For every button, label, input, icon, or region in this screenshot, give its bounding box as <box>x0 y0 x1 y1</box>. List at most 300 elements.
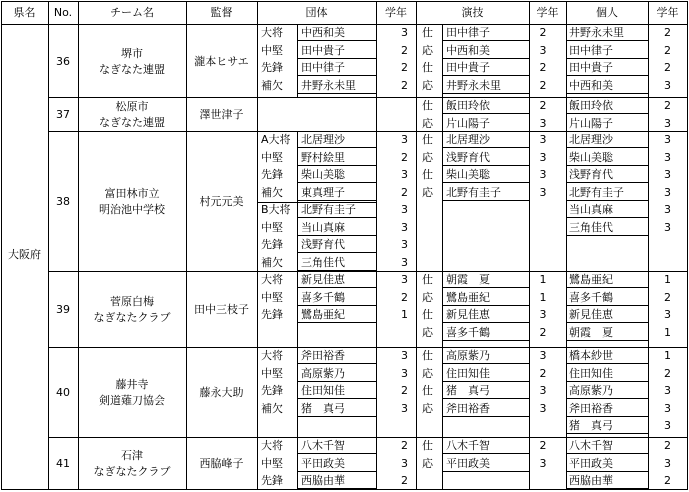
member-underline <box>566 58 648 59</box>
member-underline <box>443 363 529 364</box>
dantai-position: 先鋒 <box>261 168 283 181</box>
kojin-member: 柴山美聡 <box>569 150 613 164</box>
member-underline <box>298 471 376 472</box>
coach-name: 澤世津子 <box>199 108 244 121</box>
engi-grade: 2 <box>539 61 547 74</box>
engi-mark: 応 <box>422 150 433 164</box>
member-underline <box>566 340 648 341</box>
dantai-member: 八木千智 <box>301 439 345 452</box>
coach-name: 西脇峰子 <box>199 457 244 470</box>
dantai-position: 大将 <box>261 349 283 362</box>
dantai-grade: 2 <box>401 439 408 452</box>
dantai-grade: 3 <box>401 366 408 380</box>
dantai-position: 中堅 <box>261 220 283 234</box>
engi-grade: 3 <box>539 308 547 321</box>
member-underline <box>443 200 529 201</box>
member-underline <box>298 147 376 148</box>
engi-grade: 3 <box>539 116 547 130</box>
kojin-grade: 1 <box>664 325 671 339</box>
kojin-member: 喜多千鶴 <box>569 290 613 304</box>
dantai-position: 中堅 <box>261 150 283 164</box>
engi-mark: 応 <box>422 366 433 380</box>
dantai-member: 田中貴子 <box>301 43 345 57</box>
kojin-grade: 1 <box>664 349 671 362</box>
dantai-grade: 3 <box>401 238 408 251</box>
grid-line-vertical <box>529 1 530 489</box>
dantai-member: 野村絵里 <box>301 150 345 164</box>
member-underline <box>566 398 648 399</box>
dantai-member: 西脇由華 <box>301 474 345 487</box>
member-underline <box>443 453 529 454</box>
engi-mark: 仕 <box>422 99 433 112</box>
member-underline <box>443 381 529 382</box>
kojin-grade: 3 <box>664 78 671 92</box>
member-underline <box>298 398 376 399</box>
kojin-grade: 3 <box>664 308 671 321</box>
member-underline <box>443 287 529 288</box>
engi-mark: 仕 <box>422 439 433 452</box>
member-underline <box>298 252 376 253</box>
kojin-member: 朝霞 夏 <box>569 325 613 339</box>
engi-grade: 2 <box>539 78 547 92</box>
member-underline <box>566 416 648 417</box>
member-underline <box>298 322 376 323</box>
engi-grade: 2 <box>539 439 547 452</box>
engi-grade: 3 <box>539 150 547 164</box>
member-underline <box>566 363 648 364</box>
member-underline <box>443 416 529 417</box>
kojin-member: 北居理沙 <box>569 133 613 146</box>
grid-line-vertical <box>442 131 443 271</box>
kojin-member: 八木千智 <box>569 439 613 452</box>
grid-line-horizontal <box>257 202 376 203</box>
grid-line-vertical <box>257 1 258 489</box>
dantai-grade: 1 <box>401 308 408 321</box>
grid-line-vertical <box>297 131 298 271</box>
kojin-grade: 3 <box>664 203 671 216</box>
member-underline <box>566 235 648 236</box>
grid-line-vertical <box>648 1 649 489</box>
engi-member: 浅野育代 <box>446 150 490 164</box>
member-underline <box>566 433 648 434</box>
engi-grade: 3 <box>539 384 547 397</box>
member-underline <box>443 58 529 59</box>
header-cell: 演技 <box>461 6 484 19</box>
dantai-member: 斧田裕香 <box>301 349 345 362</box>
member-underline <box>443 93 529 94</box>
member-underline <box>566 488 648 489</box>
kojin-grade: 2 <box>664 439 671 452</box>
dantai-grade: 2 <box>401 185 408 199</box>
engi-grade: 2 <box>539 325 547 339</box>
dantai-member: 高原紫乃 <box>301 366 345 380</box>
grid-line-horizontal <box>1 24 688 25</box>
member-underline <box>298 58 376 59</box>
dantai-grade: 3 <box>401 168 408 181</box>
engi-grade: 3 <box>539 456 547 470</box>
dantai-member: 北居理沙 <box>301 133 345 146</box>
dantai-grade: 3 <box>401 220 408 234</box>
kojin-member: 当山真麻 <box>569 203 613 216</box>
team-name-line2: なぎなたクラブ <box>93 311 171 324</box>
member-underline <box>298 270 376 271</box>
dantai-position: 補欠 <box>261 78 283 92</box>
member-underline <box>298 453 376 454</box>
grid-line-vertical <box>297 437 298 489</box>
grid-line-vertical <box>1 1 2 490</box>
dantai-position: 中堅 <box>261 290 283 304</box>
dantai-member: 猪 真弓 <box>301 401 345 415</box>
engi-grade: 3 <box>539 185 547 199</box>
engi-mark: 仕 <box>422 26 433 39</box>
member-underline <box>443 113 529 114</box>
grid-line-vertical <box>186 1 187 489</box>
member-underline <box>298 235 376 236</box>
engi-mark: 応 <box>422 325 433 339</box>
kojin-member: 飯田玲依 <box>569 99 613 112</box>
member-underline <box>298 488 376 489</box>
dantai-position: 中堅 <box>261 366 283 380</box>
dantai-position: 先鋒 <box>261 61 283 74</box>
grid-line-vertical <box>442 437 443 489</box>
engi-member: 北居理沙 <box>446 133 490 146</box>
engi-mark: 仕 <box>422 61 433 74</box>
dantai-grade: 2 <box>401 474 408 487</box>
member-underline <box>566 471 648 472</box>
team-name-line1: 堺市 <box>121 46 143 60</box>
grid-line-vertical <box>442 271 443 347</box>
grid-line-horizontal <box>48 97 687 98</box>
kojin-grade: 3 <box>664 116 671 130</box>
header-cell: 学年 <box>385 6 407 19</box>
team-number: 36 <box>56 54 70 68</box>
team-name-line2: なぎなたクラブ <box>93 465 171 478</box>
prefecture-name: 大阪府 <box>8 248 41 261</box>
dantai-grade: 3 <box>401 133 408 146</box>
member-underline <box>298 75 376 76</box>
header-cell: 監督 <box>210 6 233 19</box>
kojin-grade: 3 <box>664 150 671 164</box>
member-underline <box>298 305 376 306</box>
kojin-grade: 2 <box>664 99 671 112</box>
kojin-member: 井野永未里 <box>569 26 624 39</box>
member-underline <box>443 182 529 183</box>
member-underline <box>566 217 648 218</box>
member-underline <box>443 75 529 76</box>
grid-line-vertical <box>297 271 298 347</box>
kojin-grade: 2 <box>664 43 671 57</box>
engi-grade: 3 <box>539 401 547 415</box>
member-underline <box>298 40 376 41</box>
dantai-member: 北野有圭子 <box>301 203 356 216</box>
dantai-position: 補欠 <box>261 401 283 415</box>
dantai-position: 先鋒 <box>261 384 283 397</box>
dantai-position: 先鋒 <box>261 308 283 321</box>
team-number: 41 <box>56 457 70 470</box>
member-underline <box>566 453 648 454</box>
member-underline <box>298 287 376 288</box>
engi-member: 猪 真弓 <box>446 384 490 397</box>
member-underline <box>443 165 529 166</box>
grid-line-vertical <box>416 1 417 489</box>
engi-member: 中西和美 <box>446 43 490 57</box>
member-underline <box>298 363 376 364</box>
dantai-position: 中堅 <box>261 456 283 470</box>
member-underline <box>298 93 376 94</box>
member-underline <box>566 75 648 76</box>
dantai-member: 喜多千鶴 <box>301 290 345 304</box>
member-underline <box>566 182 648 183</box>
header-cell: No. <box>53 6 73 19</box>
kojin-member: 三角佳代 <box>569 220 613 234</box>
dantai-grade: 2 <box>401 290 408 304</box>
team-name-line1: 石津 <box>121 449 143 462</box>
header-cell: 学年 <box>656 6 679 19</box>
engi-grade: 3 <box>539 168 547 181</box>
engi-mark: 応 <box>422 290 433 304</box>
kojin-grade: 3 <box>664 384 671 397</box>
engi-grade: 1 <box>539 273 547 286</box>
member-underline <box>566 165 648 166</box>
team-number: 39 <box>56 303 70 316</box>
dantai-grade: 2 <box>401 384 408 397</box>
kojin-grade: 2 <box>664 366 671 380</box>
kojin-grade: 3 <box>664 133 671 146</box>
kojin-grade: 3 <box>664 185 671 199</box>
engi-member: 片山陽子 <box>446 116 490 130</box>
header-cell: 県名 <box>13 6 36 19</box>
engi-member: 井野永未里 <box>446 78 501 92</box>
member-underline <box>443 147 529 148</box>
kojin-grade: 2 <box>664 290 671 304</box>
engi-grade: 3 <box>539 349 547 362</box>
dantai-position: 中堅 <box>261 43 283 57</box>
grid-line-vertical <box>687 1 688 490</box>
grid-line-vertical <box>48 1 49 489</box>
kojin-member: 住田知佳 <box>569 366 613 380</box>
dantai-member: 井野永未里 <box>301 78 356 92</box>
kojin-member: 田中律子 <box>569 43 613 57</box>
dantai-grade: 3 <box>401 456 408 470</box>
team-number: 40 <box>56 386 70 399</box>
dantai-grade: 2 <box>401 150 408 164</box>
dantai-grade: 2 <box>401 78 408 92</box>
team-number: 37 <box>56 108 70 121</box>
dantai-grade: 2 <box>401 61 408 74</box>
engi-member: 斧田裕香 <box>446 401 490 415</box>
member-underline <box>566 147 648 148</box>
team-name-line2: 明治池中学校 <box>99 203 165 216</box>
engi-grade: 2 <box>539 366 547 380</box>
engi-member: 柴山美聡 <box>446 168 490 181</box>
grid-line-horizontal <box>48 271 687 272</box>
dantai-member: 浅野育代 <box>301 238 345 251</box>
engi-mark: 応 <box>422 401 433 415</box>
member-underline <box>298 200 376 201</box>
coach-name: 瀧本ヒサエ <box>194 54 249 68</box>
member-underline <box>566 287 648 288</box>
engi-member: 朝霞 夏 <box>446 273 490 286</box>
team-name-line2: なぎなた連盟 <box>99 62 165 76</box>
member-underline <box>443 471 529 472</box>
dantai-member: 中西和美 <box>301 26 345 39</box>
kojin-member: 平田政美 <box>569 456 613 470</box>
member-underline <box>566 322 648 323</box>
kojin-grade: 3 <box>664 456 671 470</box>
member-underline <box>298 217 376 218</box>
engi-member: 高原紫乃 <box>446 349 490 362</box>
header-cell: チーム名 <box>110 6 154 19</box>
engi-mark: 応 <box>422 43 433 57</box>
dantai-grade: 3 <box>401 349 408 362</box>
dantai-grade: 3 <box>401 401 408 415</box>
dantai-position: 補欠 <box>261 185 283 199</box>
engi-member: 新見佳恵 <box>446 308 490 321</box>
dantai-member: 田中律子 <box>301 61 345 74</box>
kojin-member: 斧田裕香 <box>569 401 613 415</box>
team-name-line2: 剣道薙刀協会 <box>99 394 165 407</box>
engi-mark: 仕 <box>422 273 433 286</box>
engi-grade: 3 <box>539 133 547 146</box>
team-number: 38 <box>56 195 70 208</box>
engi-member: 住田知佳 <box>446 366 490 380</box>
kojin-member: 北野有圭子 <box>569 185 624 199</box>
engi-mark: 仕 <box>422 308 433 321</box>
kojin-member: 鷺島亜紀 <box>569 273 613 286</box>
member-underline <box>298 381 376 382</box>
grid-line-vertical <box>442 97 443 131</box>
coach-name: 田中三枝子 <box>194 303 249 316</box>
member-underline <box>566 93 648 94</box>
dantai-grade: 2 <box>401 43 408 57</box>
dantai-position: 先鋒 <box>261 474 283 487</box>
engi-grade: 1 <box>539 290 547 304</box>
team-name-line1: 松原市 <box>115 100 149 113</box>
kojin-grade: 3 <box>664 168 671 181</box>
kojin-grade: 3 <box>664 220 671 234</box>
team-name-line1: 藤井寺 <box>115 378 149 391</box>
team-name-line2: なぎなた連盟 <box>99 116 165 129</box>
team-name-line1: 富田林市立 <box>104 187 160 200</box>
coach-name: 藤永大助 <box>199 386 244 399</box>
kojin-grade: 2 <box>664 61 671 74</box>
kojin-member: 片山陽子 <box>569 116 613 130</box>
member-underline <box>566 113 648 114</box>
dantai-grade: 3 <box>401 203 408 216</box>
coach-name: 村元元美 <box>199 195 244 208</box>
member-underline <box>443 340 529 341</box>
member-underline <box>566 131 648 132</box>
grid-line-vertical <box>442 347 443 437</box>
member-underline <box>443 305 529 306</box>
header-cell: 団体 <box>305 6 328 19</box>
dantai-position: 先鋒 <box>261 238 283 251</box>
dantai-member: 住田知佳 <box>301 384 345 397</box>
engi-grade: 2 <box>539 99 547 112</box>
kojin-grade: 2 <box>664 474 671 487</box>
dantai-grade: 3 <box>401 26 408 39</box>
engi-mark: 応 <box>422 78 433 92</box>
engi-mark: 仕 <box>422 349 433 362</box>
engi-grade: 3 <box>539 43 547 57</box>
grid-line-horizontal <box>1 1 688 2</box>
dantai-grade: 3 <box>401 255 408 269</box>
member-underline <box>443 131 529 132</box>
kojin-grade: 2 <box>664 26 671 39</box>
member-underline <box>566 200 648 201</box>
dantai-position: 大将 <box>261 439 283 452</box>
kojin-grade: 1 <box>664 273 671 286</box>
team-name-line1: 菅原白梅 <box>110 295 154 308</box>
dantai-position: A大将 <box>261 133 291 146</box>
engi-member: 八木千智 <box>446 439 490 452</box>
dantai-member: 三角佳代 <box>301 255 345 269</box>
member-underline <box>443 398 529 399</box>
dantai-position: B大将 <box>261 203 291 216</box>
engi-mark: 応 <box>422 456 433 470</box>
dantai-member: 鷺島亜紀 <box>301 308 345 321</box>
grid-line-horizontal <box>48 347 687 348</box>
kojin-member: 浅野育代 <box>569 168 613 181</box>
grid-line-vertical <box>297 24 298 97</box>
grid-line-vertical <box>297 347 298 437</box>
member-underline <box>566 305 648 306</box>
engi-grade: 2 <box>539 26 547 39</box>
dantai-position: 補欠 <box>261 255 283 269</box>
grid-line-vertical <box>442 24 443 97</box>
kojin-grade: 3 <box>664 419 671 432</box>
engi-member: 平田政美 <box>446 456 490 470</box>
member-underline <box>566 40 648 41</box>
kojin-member: 田中貴子 <box>569 61 613 74</box>
member-underline <box>298 416 376 417</box>
kojin-member: 猪 真弓 <box>569 419 613 432</box>
engi-mark: 仕 <box>422 168 433 181</box>
header-cell: 個人 <box>596 6 618 19</box>
dantai-position: 大将 <box>261 26 283 39</box>
member-underline <box>566 381 648 382</box>
engi-mark: 仕 <box>422 133 433 146</box>
engi-member: 鷺島亜紀 <box>446 290 490 304</box>
dantai-position: 大将 <box>261 273 283 286</box>
header-cell: 学年 <box>536 6 559 19</box>
kojin-member: 西脇由華 <box>569 474 613 487</box>
engi-member: 北野有圭子 <box>446 185 501 199</box>
grid-line-horizontal <box>1 489 688 490</box>
engi-member: 田中律子 <box>446 26 490 39</box>
kojin-member: 中西和美 <box>569 78 613 92</box>
member-underline <box>298 182 376 183</box>
dantai-member: 平田政美 <box>301 456 345 470</box>
engi-mark: 仕 <box>422 384 433 397</box>
dantai-member: 柴山美聡 <box>301 168 345 181</box>
engi-mark: 応 <box>422 185 433 199</box>
kojin-member: 橋本紗世 <box>569 349 613 362</box>
dantai-member: 新見佳恵 <box>301 273 345 286</box>
kojin-grade: 3 <box>664 401 671 415</box>
grid-line-horizontal <box>48 437 687 438</box>
engi-member: 喜多千鶴 <box>446 325 490 339</box>
member-underline <box>443 40 529 41</box>
kojin-member: 高原紫乃 <box>569 384 613 397</box>
engi-mark: 応 <box>422 116 433 130</box>
engi-member: 飯田玲依 <box>446 99 490 112</box>
engi-member: 田中貴子 <box>446 61 490 74</box>
member-underline <box>298 165 376 166</box>
dantai-member: 当山真麻 <box>301 220 345 234</box>
dantai-member: 東真理子 <box>301 185 345 199</box>
member-underline <box>443 322 529 323</box>
